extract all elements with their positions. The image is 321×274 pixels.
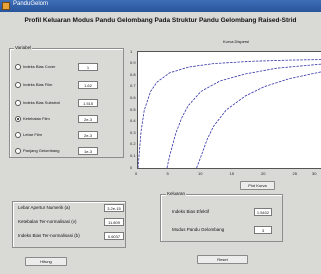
result-label: Lebar Apertur Numerik (a)	[18, 205, 71, 210]
y-tick-label: 0.8	[130, 71, 136, 77]
output-value: 1.5402	[254, 208, 272, 216]
param-label: Lebar Film	[23, 132, 42, 137]
param-radio[interactable]	[15, 100, 21, 106]
dispersion-curve-2	[167, 64, 321, 168]
y-tick-label: 1	[130, 48, 133, 54]
window-title: PanduGelom	[13, 1, 49, 7]
dispersion-curve-3	[197, 71, 321, 168]
x-tick-label: 25	[292, 171, 297, 176]
param-row	[15, 98, 60, 107]
plot-axes	[137, 51, 321, 169]
x-tick-label: 0	[135, 171, 138, 176]
app-icon	[2, 2, 10, 10]
results-right-title: Keluaran	[167, 191, 186, 196]
param-label: Ketebalan Film	[23, 116, 50, 121]
param-label: Indeks Bias Film	[23, 82, 53, 87]
param-radio[interactable]	[15, 148, 21, 154]
x-tick-label: 15	[229, 171, 234, 176]
y-tick-label: 0.2	[130, 141, 136, 147]
param-radio[interactable]	[15, 64, 21, 70]
param-row	[15, 130, 42, 139]
x-tick-label: 5	[166, 171, 169, 176]
title-bar	[0, 0, 321, 12]
y-tick-label: 0.4	[130, 118, 136, 124]
results-right-panel	[160, 194, 283, 242]
x-tick-label: 20	[261, 171, 266, 176]
y-tick-label: 0.7	[130, 83, 136, 89]
param-input[interactable]: 1e-3	[78, 147, 98, 155]
y-tick-label: 0.5	[130, 106, 136, 112]
y-tick-label: 0.3	[130, 129, 136, 135]
result-value: 11.809	[104, 218, 124, 226]
result-value: 0.6037	[104, 232, 124, 240]
output-label: Modus Pandu Gelombang	[172, 227, 225, 232]
output-label: Indeks Bias Efektif	[172, 209, 210, 214]
plot-button[interactable]: Plot Kurva	[240, 181, 275, 190]
y-tick-label: 0.6	[130, 94, 136, 100]
dispersion-chart	[138, 52, 321, 168]
y-tick-label: 0	[130, 164, 133, 170]
param-radio[interactable]	[15, 82, 21, 88]
plot-title: Kurva Dispersi	[223, 39, 250, 44]
param-row	[15, 80, 52, 89]
param-input[interactable]: 1.515	[78, 99, 98, 107]
hitung-button[interactable]: Hitung	[25, 257, 67, 266]
reset-button[interactable]: Reset	[197, 255, 248, 264]
y-tick-label: 0.9	[130, 60, 136, 66]
x-tick-label: 30	[312, 171, 317, 176]
y-tick-label: 0.1	[130, 152, 136, 158]
param-label: Panjang Gelombang	[23, 148, 60, 153]
param-row	[15, 146, 59, 155]
param-row	[15, 114, 50, 123]
param-input[interactable]: 1	[78, 63, 98, 71]
param-input[interactable]: 2e-3	[78, 115, 98, 123]
param-input[interactable]: 1.62	[78, 81, 98, 89]
param-radio[interactable]	[15, 132, 21, 138]
param-label: Indeks Bias Substrat	[23, 100, 60, 105]
param-label: Indeks Bias Cover	[23, 64, 56, 69]
param-input[interactable]: 2e-3	[78, 131, 98, 139]
params-panel-title: Variabel	[15, 45, 32, 50]
x-tick-label: 10	[198, 171, 203, 176]
main-title: Profil Keluaran Modus Pandu Gelombang Pada Struktur Pandu Gelombang Raised-Strid	[24, 17, 297, 24]
param-row	[15, 62, 55, 71]
output-value: 3	[254, 226, 272, 234]
result-label: Ketebalan Ter-normalisasi (v)	[18, 219, 77, 224]
param-radio[interactable]	[15, 116, 21, 122]
result-value: 3.2e-15	[104, 204, 124, 212]
result-label: Indeks Bias Ter-normalisasi (b)	[18, 233, 80, 238]
dispersion-curve-1	[138, 60, 321, 169]
